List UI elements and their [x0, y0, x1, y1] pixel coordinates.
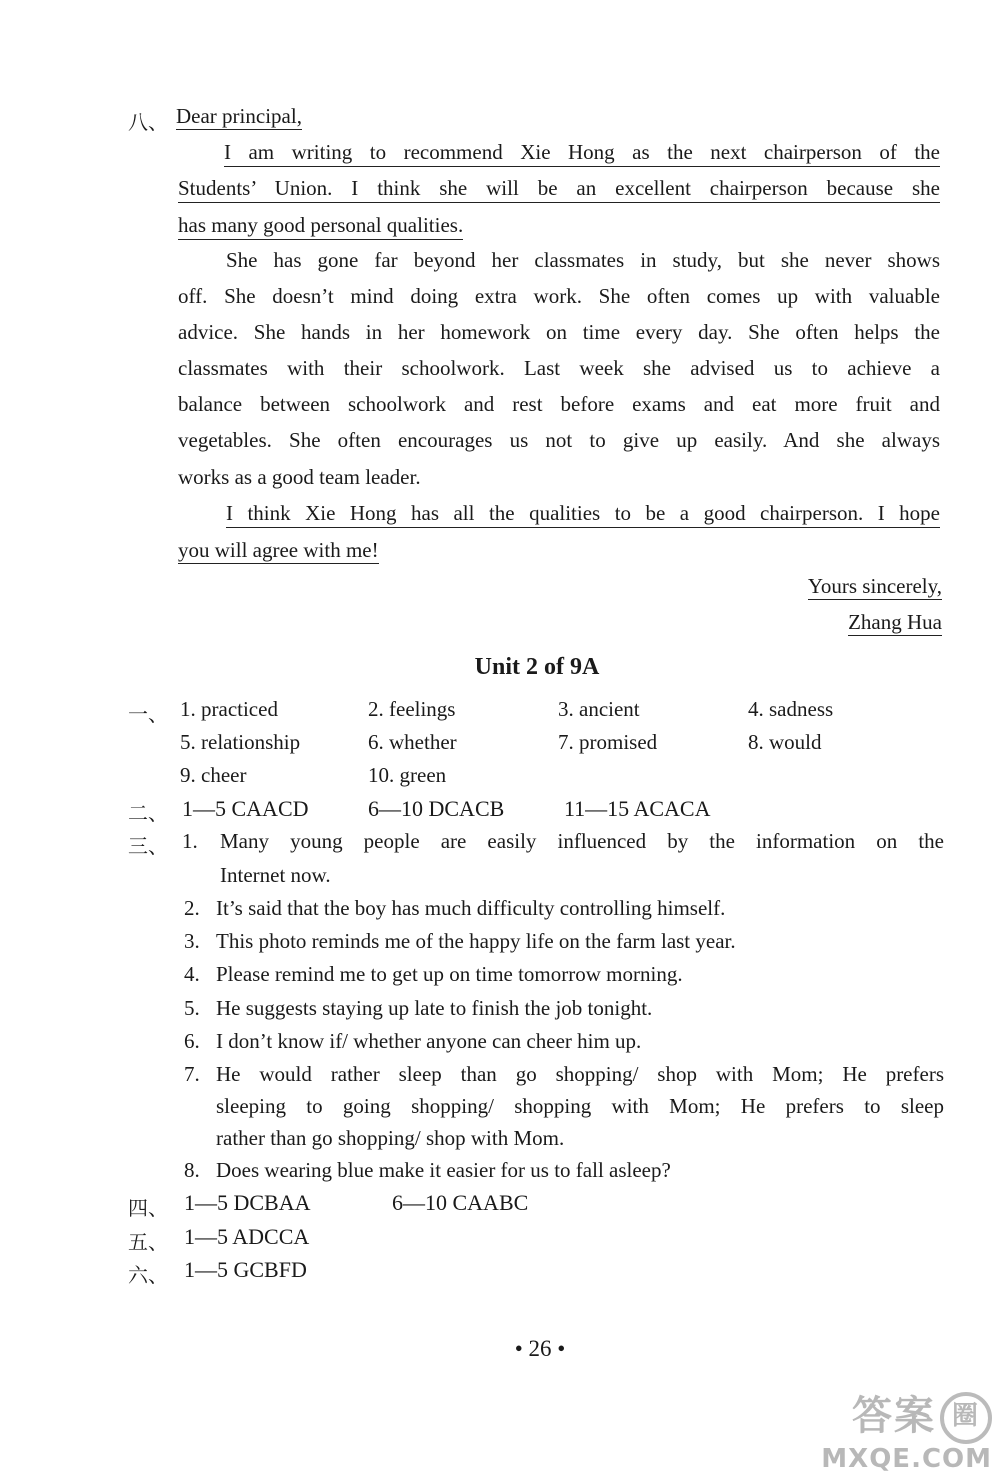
sentence-7-line3: rather than go shopping/ shop with Mom.	[216, 1126, 565, 1150]
answer-group: 6—10 CAABC	[392, 1190, 529, 1215]
letter-p2-line4: classmates with their schoolwork. Last week she advised us to achieve a	[178, 356, 940, 380]
answer-group: 1—5 CAACD	[182, 796, 309, 821]
vocab-item-3: 3. ancient	[558, 697, 640, 721]
letter-p1-line2: Students’ Union. I think she will be an excellent chairperson because she	[178, 176, 940, 203]
closing: Yours sincerely,	[807, 574, 942, 598]
sentence-1-line1: Many young people are easily influenced by the information on the	[220, 829, 944, 853]
letter-p1-line3: has many good personal qualities.	[178, 213, 463, 240]
sentence-3: This photo reminds me of the happy life on the farm last year.	[216, 929, 736, 953]
sentence-8: Does wearing blue make it easier for us to fall asleep?	[216, 1158, 671, 1182]
sentence-2: It’s said that the boy has much difficulty controlling himself.	[216, 896, 726, 920]
vocab-item-1: 1. practiced	[180, 697, 278, 721]
sentence-num-3: 3.	[184, 929, 200, 953]
sentence-5: He suggests staying up late to finish the job tonight.	[216, 996, 653, 1020]
salutation: Dear principal,	[176, 104, 302, 128]
answer-group: 1—5 GCBFD	[184, 1257, 307, 1282]
letter-p2-line3: advice. She hands in her homework on time every day. She often helps the	[178, 320, 940, 344]
vocab-item-9: 9. cheer	[180, 763, 247, 787]
letter-p2-line5: balance between schoolwork and rest before exams and eat more fruit and	[178, 392, 940, 416]
vocab-item-2: 2. feelings	[368, 697, 456, 721]
vocab-item-4: 4. sadness	[748, 697, 834, 721]
vocab-item-7: 7. promised	[558, 730, 658, 754]
sentence-num-5: 5.	[184, 996, 200, 1020]
letter-p2-line1: She has gone far beyond her classmates in study, but she never shows	[226, 248, 940, 272]
sentence-num-2: 2.	[184, 896, 200, 920]
sentence-4: Please remind me to get up on time tomorrow morning.	[216, 962, 683, 986]
watermark-logo	[821, 1384, 992, 1474]
watermark-top: 答案 圈	[821, 1384, 992, 1444]
signature: Zhang Hua	[848, 610, 942, 634]
section-marker-6: 六、	[128, 1263, 168, 1287]
page-number: • 26 •	[514, 1336, 566, 1361]
sentence-num-8: 8.	[184, 1158, 200, 1182]
vocab-item-6: 6. whether	[368, 730, 457, 754]
answer-group: 11—15 ACACA	[564, 796, 711, 821]
vocab-item-10: 10. green	[368, 763, 447, 787]
sentence-num-6: 6.	[184, 1029, 200, 1053]
sentence-num-4: 4.	[184, 962, 200, 986]
letter-p2-line2: off. She doesn’t mind doing extra work. She often comes up with valuable	[178, 284, 940, 308]
answer-group: 1—5 ADCCA	[184, 1224, 310, 1249]
sentence-num-7: 7.	[184, 1062, 200, 1086]
letter-p3-line1: I think Xie Hong has all the qualities to be a good chairperson. I hope	[226, 501, 940, 528]
sentence-1-line2: Internet now.	[220, 863, 331, 887]
letter-p3-line2-wrap	[178, 538, 379, 563]
sentence-7-line1: He would rather sleep than go shopping/ shop with Mom; He prefers	[216, 1062, 944, 1086]
vocab-item-5: 5. relationship	[180, 730, 301, 754]
letter-p2-line7: works as a good team leader.	[178, 465, 421, 489]
answer-group: 6—10 DCACB	[368, 796, 505, 821]
sentence-7-line2: sleeping to going shopping/ shopping with Mom; He prefers to sleep	[216, 1094, 944, 1118]
unit-title: Unit 2 of 9A	[474, 654, 600, 680]
answer-group: 1—5 DCBAA	[184, 1190, 311, 1215]
sentence-num-1: 1.	[182, 829, 198, 853]
letter-p2-line6: vegetables. She often encourages us not to give up easily. And she always	[178, 428, 940, 452]
letter-p3-line2: you will agree with me!	[178, 538, 379, 562]
vocab-item-8: 8. would	[748, 730, 822, 754]
section-marker-2: 二、	[128, 801, 168, 825]
sentence-6: I don’t know if/ whether anyone can cheer him up.	[216, 1029, 642, 1053]
letter-p1-line1: I am writing to recommend Xie Hong as the next chairperson of the	[224, 140, 940, 167]
section-marker-8: 八、	[128, 110, 168, 134]
watermark-bottom: MXQE.COM	[821, 1444, 992, 1474]
section-marker-5: 五、	[128, 1230, 168, 1254]
section-marker-1: 一、	[128, 702, 168, 726]
section-marker-3: 三、	[128, 834, 168, 858]
section-marker-4: 四、	[128, 1196, 168, 1220]
